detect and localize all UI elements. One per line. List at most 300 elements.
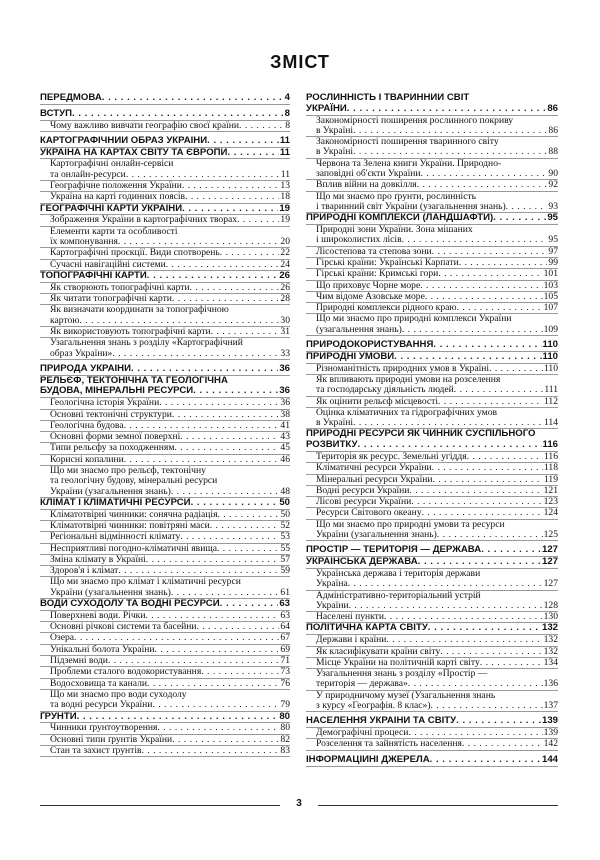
dot-leader — [72, 109, 284, 120]
toc-entry — [40, 645, 290, 656]
toc-page-number: 107 — [543, 303, 558, 314]
toc-page-number: 139 — [543, 728, 558, 739]
dot-leader — [218, 510, 280, 520]
toc-entry-text: Лісові ресурси України — [316, 497, 412, 508]
dot-leader — [408, 728, 542, 738]
toc-entry-text: БУДОВА, МІНЕРАЛЬНІ РЕСУРСИ — [40, 385, 194, 397]
toc-entry-text: Україна на карті годинних поясів — [50, 192, 186, 203]
toc-entry — [306, 739, 558, 750]
toc-page-number: 144 — [541, 754, 558, 765]
dot-leader — [180, 432, 279, 442]
toc-entry-text: Унікальні болота України — [50, 644, 155, 655]
toc-entry — [40, 443, 290, 454]
toc-entry-text: Як класифікувати країни світу — [316, 646, 441, 657]
toc-entry-text: Територія як ресурс. Земельні угіддя — [316, 452, 467, 462]
toc-page-number: 50 — [279, 497, 290, 508]
toc-section-entry — [40, 136, 290, 148]
toc-entry-text: Несприятливі погодно-кліматичні явища — [50, 543, 217, 554]
toc-entry — [306, 635, 558, 646]
toc-section-entry — [40, 109, 290, 121]
page-title: ЗМІСТ — [270, 52, 330, 72]
toc-section-entry — [40, 271, 290, 283]
toc-entry-text: (узагальнення знань) — [316, 323, 402, 335]
toc-page-number: 18 — [280, 192, 290, 203]
toc-entry — [40, 338, 290, 360]
dot-leader — [437, 530, 543, 540]
toc-entry-text: Гірські країни: Кримські гори — [316, 269, 439, 280]
toc-entry — [306, 463, 558, 474]
dot-leader — [347, 104, 547, 115]
dot-leader — [417, 180, 548, 190]
toc-entry-text: Корисні копалини — [50, 454, 124, 465]
toc-entry — [306, 497, 558, 508]
toc-section-entry — [306, 623, 558, 635]
toc-section-entry — [40, 712, 290, 724]
dot-leader — [124, 421, 280, 431]
dot-leader — [384, 612, 543, 622]
dot-leader — [239, 121, 284, 131]
dot-leader — [506, 202, 548, 212]
toc-section-entry — [40, 376, 290, 399]
toc-page-number: 57 — [280, 554, 290, 565]
footer-rule-left — [40, 805, 280, 806]
toc-page-number: 19 — [280, 215, 290, 226]
toc-section-entry — [40, 498, 290, 510]
toc-entry-text: Здоров'я і клімат — [50, 566, 119, 577]
dot-leader — [353, 418, 543, 428]
toc-entry-text: в Україні — [316, 124, 354, 136]
dot-leader — [418, 557, 541, 568]
dot-leader — [131, 364, 278, 375]
toc-page-number: 139 — [541, 716, 558, 727]
dot-leader — [102, 93, 284, 104]
toc-entry-text: Кліматотвірні чинники: сонячна радіація — [50, 509, 218, 520]
toc-entry-text: Поверхневі води. Річки — [50, 610, 146, 621]
toc-entry — [40, 555, 290, 566]
toc-entry-text: з курсу «Географія. 8 клас») — [316, 700, 431, 712]
toc-page-number: 69 — [280, 644, 290, 655]
toc-entry-text: Як створюють топографічні карти — [50, 282, 190, 293]
dot-leader — [411, 497, 542, 507]
toc-section-entry — [306, 716, 558, 728]
toc-entry — [40, 248, 290, 259]
dot-leader — [480, 658, 543, 668]
toc-entry-text: Картографічні онлайн-сервіси — [50, 159, 174, 170]
toc-entry-text: і широколистих лісів — [316, 234, 402, 246]
toc-entry-text: Елементи карти та особливості — [50, 226, 178, 237]
dot-leader — [190, 283, 280, 293]
toc-entry — [306, 520, 558, 542]
toc-page-number: 83 — [280, 745, 290, 756]
toc-page-number: 95 — [547, 213, 558, 224]
toc-entry-text: Що ми знаємо про рельєф, тектонічну — [50, 466, 206, 476]
toc-page-number: 82 — [280, 734, 290, 745]
dot-leader — [489, 364, 543, 374]
toc-entry-text: Як визначати координати за топографічною — [50, 305, 229, 316]
dot-leader — [454, 385, 544, 395]
toc-page-number: 28 — [280, 294, 290, 305]
dot-leader — [438, 397, 543, 407]
toc-entry-text: Водосховища та канали — [50, 678, 148, 689]
toc-page-number: 11 — [279, 147, 290, 158]
toc-entry-text: Місце України на політичній карті світу — [316, 657, 480, 668]
toc-page-number: 59 — [280, 566, 290, 577]
toc-page-number: 36 — [280, 398, 290, 409]
toc-section-entry — [306, 545, 558, 557]
toc-entry — [40, 723, 290, 734]
toc-entry — [40, 294, 290, 305]
toc-entry — [306, 364, 558, 375]
toc-entry-text: Основні річкові системи та басейни — [50, 622, 197, 633]
toc-entry — [306, 247, 558, 258]
toc-entry-text: Підземні води — [50, 656, 108, 667]
toc-section-entry — [306, 213, 558, 225]
toc-page-number: 111 — [544, 384, 558, 396]
toc-entry-text: образ України» — [50, 347, 113, 359]
toc-entry-text: територія — держава» — [316, 678, 408, 690]
toc-entry-text: Сучасні навігаційні системи — [50, 259, 166, 270]
toc-entry — [40, 421, 290, 432]
dot-leader — [425, 292, 543, 302]
toc-page-number: 105 — [543, 291, 558, 302]
toc-page-number: 64 — [280, 622, 290, 633]
dot-leader — [438, 269, 542, 279]
toc-entry-text: заповідні об'єкти України — [316, 168, 421, 180]
toc-entry — [306, 159, 558, 181]
dot-leader — [402, 235, 548, 245]
toc-entry-text: Картографічні проєкції. Види спотворень — [50, 248, 220, 259]
toc-entry — [40, 690, 290, 712]
dot-leader — [108, 656, 279, 666]
toc-entry-text: Закономірності поширення тваринного світу — [316, 137, 499, 148]
toc-entry-text: Що ми знаємо про природні комплекси України — [316, 314, 512, 325]
toc-entry-text: НАСЕЛЕННЯ УКРАЇНИ ТА СВІТУ — [306, 716, 457, 727]
dot-leader — [118, 566, 279, 576]
toc-entry-text: Узагальнення знань з розділу «Картографічний — [50, 338, 243, 349]
toc-entry-text: Як читати топографічні карти — [50, 294, 172, 305]
dot-leader — [493, 213, 546, 224]
toc-page-number: 114 — [543, 417, 558, 429]
dot-leader — [118, 237, 279, 247]
toc-entry — [306, 669, 558, 691]
toc-page-number: 132 — [541, 623, 558, 634]
toc-page-number: 112 — [543, 396, 558, 407]
dot-leader — [74, 633, 279, 643]
toc-entry-text: ПРИРОДНІ КОМПЛЕКСИ (ЛАНДШАФТИ) — [306, 213, 494, 224]
toc-page-number: 116 — [543, 452, 558, 462]
toc-entry-text: ГЕОГРАФІЧНІ КАРТИ УКРАЇНИ — [40, 203, 183, 214]
toc-entry-text: України (узагальнення знань) — [50, 586, 171, 598]
dot-leader — [193, 386, 278, 397]
dot-leader — [210, 521, 280, 531]
toc-page-number: 136 — [543, 678, 558, 690]
toc-page-number: 33 — [280, 347, 290, 359]
dot-leader — [124, 455, 280, 465]
toc-entry-text: У природничому музеї (Узагальнення знань — [316, 690, 496, 701]
toc-entry — [40, 566, 290, 577]
toc-entry-text: Ресурси Світового океану — [316, 508, 422, 519]
toc-entry — [40, 327, 290, 338]
toc-page-number: 127 — [541, 557, 558, 568]
dot-leader — [481, 545, 541, 556]
toc-entry-text: та онлайн-ресурси — [50, 168, 126, 180]
toc-section-entry — [40, 204, 290, 216]
toc-entry-text: КЛІМАТ І КЛІМАТИЧНІ РЕСУРСИ — [40, 497, 191, 508]
toc-page-number: 119 — [543, 474, 558, 485]
toc-entry — [40, 398, 290, 409]
dot-leader — [147, 271, 279, 282]
toc-entry-text: в Україні — [316, 146, 354, 158]
toc-entry-text: України — [316, 599, 349, 611]
toc-page-number: 63 — [280, 610, 290, 621]
toc-entry-text: ТОПОГРАФІЧНІ КАРТИ — [40, 270, 147, 281]
toc-section-entry — [40, 599, 290, 611]
dot-leader — [152, 700, 279, 710]
toc-entry-text: Що приховує Чорне море — [316, 280, 421, 291]
toc-entry — [40, 633, 290, 644]
toc-page-number: 88 — [548, 146, 558, 158]
toc-entry-text: Що ми знаємо про ґрунти, рослинність — [316, 191, 477, 202]
toc-left-column — [40, 93, 290, 757]
toc-page-number: 132 — [543, 635, 558, 646]
toc-page-number: 125 — [543, 529, 558, 541]
toc-section-entry — [306, 352, 558, 364]
toc-entry-text: України (узагальнення знань) — [50, 485, 171, 497]
toc-page-number: 97 — [548, 246, 558, 257]
toc-entry — [306, 569, 558, 591]
toc-entry-text: ПРИРОДОКОРИСТУВАННЯ — [306, 340, 434, 351]
toc-entry-text: Червона та Зелена книги України. Природно- — [316, 158, 502, 169]
dot-leader — [191, 498, 279, 509]
dot-leader — [402, 325, 543, 335]
toc-entry — [306, 116, 558, 138]
dot-leader — [358, 440, 542, 451]
toc-entry — [40, 260, 290, 271]
toc-page-number: 36 — [279, 385, 290, 397]
toc-entry — [40, 667, 290, 678]
dot-leader — [467, 452, 543, 462]
dot-leader — [457, 303, 543, 313]
toc-section-entry — [40, 364, 290, 376]
toc-entry-text: та господарську діяльність людей — [316, 384, 454, 396]
toc-entry — [306, 658, 558, 669]
toc-entry-text: УКРАЇНСЬКА ДЕРЖАВА — [306, 557, 418, 568]
toc-entry-text: Природні комплекси рідного краю — [316, 303, 457, 314]
toc-entry-text: Чинники ґрунтоутворення — [50, 723, 158, 734]
toc-entry — [306, 408, 558, 430]
toc-entry-text: Що ми знаємо про клімат і кліматичні ресурси — [50, 577, 241, 588]
toc-section-entry — [306, 557, 558, 569]
toc-entry — [306, 508, 558, 519]
toc-page-number: 110 — [542, 351, 558, 362]
dot-leader — [220, 599, 279, 610]
toc-entry-text: картою — [50, 314, 80, 326]
toc-entry-text: Зміна клімату в Україні — [50, 554, 146, 565]
toc-entry — [306, 691, 558, 713]
toc-entry-text: Мінеральні ресурси України — [316, 474, 433, 485]
toc-entry-text: Кліматичні ресурси України — [316, 463, 432, 474]
toc-page-number: 101 — [543, 269, 558, 280]
toc-page-number: 80 — [280, 723, 290, 734]
dot-leader — [142, 746, 280, 756]
dot-leader — [174, 443, 279, 453]
toc-page-number: 95 — [548, 234, 558, 246]
dot-leader — [77, 712, 279, 723]
toc-entry — [40, 466, 290, 498]
toc-page-number: 8 — [284, 108, 290, 119]
dot-leader — [157, 723, 279, 733]
toc-page-number: 46 — [280, 454, 290, 465]
toc-page-number: 67 — [280, 633, 290, 644]
toc-entry-text: ПРОСТІР — ТЕРИТОРІЯ — ДЕРЖАВА — [306, 545, 482, 556]
toc-entry — [40, 410, 290, 421]
toc-page-number: 30 — [280, 314, 290, 326]
toc-page-number: 11 — [280, 168, 290, 180]
toc-entry — [40, 215, 290, 226]
dot-leader — [237, 215, 279, 225]
toc-entry-text: та водні ресурси України — [50, 699, 153, 711]
toc-entry-text: Географічне положення України — [50, 181, 182, 192]
toc-entry-text: Гірські країни: Українські Карпати — [316, 257, 459, 268]
toc-entry-text: Держави і країни — [316, 635, 387, 646]
dot-leader — [79, 316, 279, 326]
toc-entry-text: Кліматотвірні чинники: повітряні маси — [50, 520, 210, 531]
toc-page-number: 110 — [542, 340, 558, 351]
dot-leader — [166, 260, 280, 270]
toc-entry-text: ВОДИ СУХОДОЛУ ТА ВОДНІ РЕСУРСИ — [40, 599, 220, 610]
toc-entry-text: Вплив війни на довкілля — [316, 180, 417, 191]
toc-page-number: 26 — [279, 270, 290, 281]
toc-entry-text: ПРИРОДНІ УМОВИ — [306, 351, 395, 362]
dot-leader — [394, 352, 541, 363]
toc-page-number: 61 — [280, 586, 290, 598]
toc-entry-text: Демографічні процеси — [316, 728, 409, 739]
dot-leader — [420, 281, 542, 291]
toc-entry-text: Як використовують топографічні карти — [50, 326, 211, 337]
toc-entry-text: Узагальнення знань з розділу «Простір — — [316, 669, 488, 680]
toc-page-number: 31 — [280, 326, 290, 337]
toc-page-number: 79 — [280, 699, 290, 711]
dot-leader — [182, 204, 278, 215]
toc-page-number: 4 — [284, 93, 290, 103]
toc-entry — [306, 225, 558, 247]
dot-leader — [459, 258, 548, 268]
dot-leader — [155, 645, 280, 655]
toc-page-number: 130 — [543, 612, 558, 623]
dot-leader — [159, 398, 279, 408]
dot-leader — [422, 508, 543, 518]
dot-leader — [440, 647, 542, 657]
toc-page-number: 45 — [280, 443, 290, 454]
dot-leader — [180, 532, 279, 542]
toc-page-number: 55 — [280, 543, 290, 554]
toc-entry-text: ІНФОРМАЦІЙНІ ДЖЕРЕЛА — [306, 754, 430, 765]
dot-leader — [353, 147, 547, 157]
toc-page-number: 110 — [543, 363, 558, 374]
toc-entry — [40, 656, 290, 667]
toc-entry — [40, 622, 290, 633]
page-footer — [0, 797, 600, 817]
dot-leader — [182, 181, 279, 191]
toc-entry — [306, 647, 558, 658]
toc-entry — [306, 303, 558, 314]
toc-entry-text: РЕЛЬЄФ, ТЕКТОНІЧНА ТА ГЕОЛОГІЧНА — [40, 375, 228, 386]
toc-entry-text: РОСЛИННІСТЬ І ТВАРИННИЙ СВІТ — [306, 93, 470, 103]
dot-leader — [432, 463, 543, 473]
toc-entry-text: Як оцінити рельєф місцевості — [316, 396, 439, 407]
toc-page-number: 127 — [543, 578, 558, 590]
toc-entry-text: Водні ресурси України — [316, 485, 410, 496]
toc-entry-text: Україна — [316, 578, 348, 590]
toc-entry-text: Лісостепова та степова зони — [316, 246, 432, 257]
toc-section-entry — [306, 340, 558, 352]
toc-entry-text: Що ми знаємо про води суходолу — [50, 689, 187, 700]
toc-page-number: 134 — [543, 657, 558, 668]
dot-leader — [172, 294, 279, 304]
toc-entry-text: та геологічну будову, мінеральні ресурси — [50, 475, 218, 487]
dot-leader — [171, 588, 280, 598]
toc-entry — [40, 577, 290, 599]
dot-leader — [431, 701, 543, 711]
dot-leader — [433, 475, 543, 485]
toc-entry-text: ПРИРОДНІ РЕСУРСИ ЯК ЧИННИК СУСПІЛЬНОГО — [306, 429, 536, 440]
toc-entry — [40, 544, 290, 555]
toc-entry — [40, 283, 290, 294]
toc-entry — [40, 432, 290, 443]
toc-entry — [40, 305, 290, 327]
toc-section-entry — [306, 93, 558, 116]
toc-page-number: 93 — [548, 200, 558, 212]
toc-entry — [40, 227, 290, 249]
toc-page-number: 90 — [548, 168, 558, 180]
dot-leader — [432, 247, 548, 257]
toc-page-number: 24 — [280, 259, 290, 270]
dot-leader — [462, 739, 543, 749]
toc-entry — [306, 375, 558, 397]
toc-entry — [306, 475, 558, 486]
toc-page-number: 92 — [548, 180, 558, 191]
toc-page-number: 22 — [280, 248, 290, 259]
toc-page-number: 48 — [280, 485, 290, 497]
toc-section-entry — [40, 93, 290, 105]
toc-page-number: 76 — [280, 678, 290, 689]
toc-entry-text: КАРТОГРАФІЧНИЙ ОБРАЗ УКРАЇНИ — [40, 135, 208, 146]
toc-page-number: 71 — [280, 656, 290, 667]
dot-leader — [409, 486, 542, 496]
dot-leader — [353, 126, 547, 136]
toc-entry — [40, 192, 290, 203]
toc-entry — [40, 532, 290, 543]
toc-page-number: 142 — [543, 739, 558, 750]
dot-leader — [220, 248, 280, 258]
toc-entry-text: Оцінка кліматичних та гідрографічних умов — [316, 407, 498, 418]
toc-page-number: 118 — [543, 463, 558, 474]
dot-leader — [428, 623, 541, 634]
dot-leader — [207, 136, 279, 147]
toc-entry — [40, 746, 290, 757]
toc-page-number: 103 — [543, 280, 558, 291]
toc-entry-text: ПЕРЕДМОВА — [40, 93, 102, 103]
toc-section-entry — [306, 755, 558, 767]
toc-page-number: 116 — [542, 439, 558, 451]
toc-entry-text: і тваринний світ України (узагальнення знань) — [316, 200, 506, 212]
toc-page-number: 41 — [280, 420, 290, 431]
toc-right-column — [306, 93, 558, 767]
toc-page-number: 13 — [280, 181, 290, 192]
footer-rule-right — [318, 805, 558, 806]
toc-page-number: 63 — [279, 599, 290, 610]
toc-entry-text: ПОЛІТИЧНА КАРТА СВІТУ — [306, 623, 428, 634]
